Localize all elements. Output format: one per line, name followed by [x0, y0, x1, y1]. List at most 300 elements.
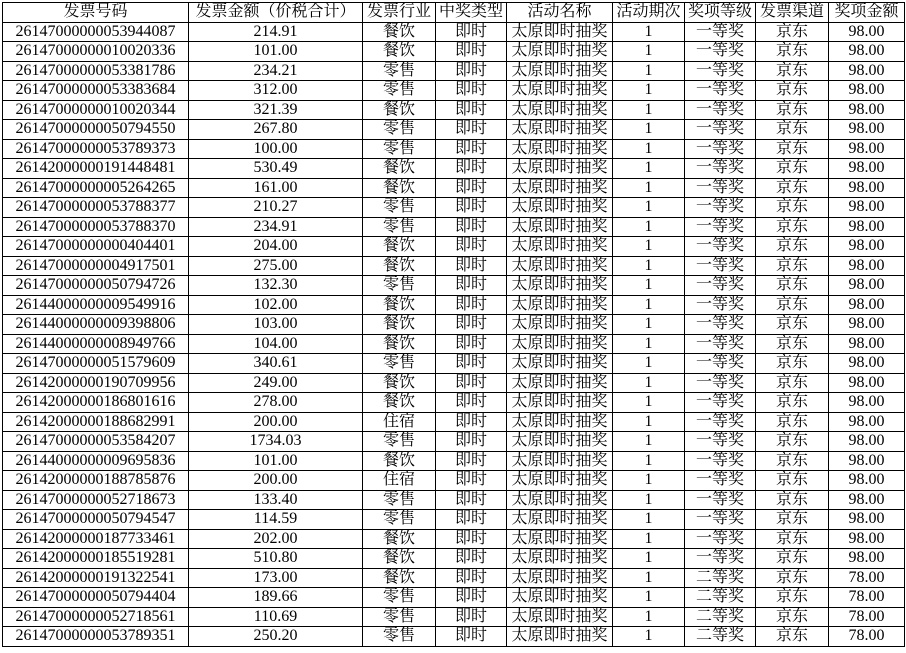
activity-name-cell: 太原即时抽奖: [507, 42, 613, 62]
invoice-number-cell: 26147000000053383684: [3, 81, 189, 101]
prize-level-cell: 一等奖: [685, 178, 756, 198]
invoice-number-cell: 26147000000053788370: [3, 217, 189, 237]
invoice-channel-cell: 京东: [756, 354, 829, 374]
prize-amount-cell: 98.00: [829, 412, 905, 432]
activity-period-cell: 1: [613, 490, 685, 510]
invoice-channel-cell: 京东: [756, 627, 829, 647]
prize-amount-cell: 98.00: [829, 61, 905, 81]
activity-name-cell: 太原即时抽奖: [507, 276, 613, 296]
prize-level-cell: 一等奖: [685, 510, 756, 530]
invoice-number-cell: 26147000000053789351: [3, 627, 189, 647]
prize-amount-cell: 98.00: [829, 217, 905, 237]
invoice-number-cell: 26147000000010020336: [3, 42, 189, 62]
activity-period-cell: 1: [613, 588, 685, 608]
invoice-industry-cell: 零售: [363, 490, 436, 510]
prize-type-cell: 即时: [436, 42, 507, 62]
activity-name-cell: 太原即时抽奖: [507, 529, 613, 549]
prize-level-cell: 一等奖: [685, 432, 756, 452]
prize-type-cell: 即时: [436, 607, 507, 627]
prize-type-cell: 即时: [436, 510, 507, 530]
invoice-amount-cell: 202.00: [189, 529, 363, 549]
activity-name-cell: 太原即时抽奖: [507, 373, 613, 393]
activity-name-cell: 太原即时抽奖: [507, 81, 613, 101]
invoice-number-cell: 26142000000191322541: [3, 568, 189, 588]
activity-name-cell: 太原即时抽奖: [507, 295, 613, 315]
prize-amount-cell: 98.00: [829, 510, 905, 530]
invoice-channel-cell: 京东: [756, 120, 829, 140]
prize-level-cell: 一等奖: [685, 22, 756, 42]
activity-period-cell: 1: [613, 178, 685, 198]
prize-level-cell: 一等奖: [685, 42, 756, 62]
activity-period-cell: 1: [613, 432, 685, 452]
prize-amount-cell: 98.00: [829, 295, 905, 315]
activity-name-cell: 太原即时抽奖: [507, 22, 613, 42]
header-prize-level: 奖项等级: [685, 3, 756, 23]
invoice-number-cell: 26144000000009549916: [3, 295, 189, 315]
activity-name-cell: 太原即时抽奖: [507, 217, 613, 237]
activity-period-cell: 1: [613, 61, 685, 81]
invoice-channel-cell: 京东: [756, 334, 829, 354]
invoice-number-cell: 26147000000052718673: [3, 490, 189, 510]
prize-type-cell: 即时: [436, 100, 507, 120]
invoice-number-cell: 26142000000185519281: [3, 549, 189, 569]
invoice-industry-cell: 零售: [363, 432, 436, 452]
invoice-industry-cell: 餐饮: [363, 256, 436, 276]
invoice-industry-cell: 餐饮: [363, 315, 436, 335]
prize-type-cell: 即时: [436, 529, 507, 549]
activity-name-cell: 太原即时抽奖: [507, 159, 613, 179]
table-row: [3, 588, 905, 608]
invoice-amount-cell: 132.30: [189, 276, 363, 296]
header-invoice-amount: 发票金额（价税合计）: [189, 3, 363, 23]
invoice-number-cell: 26142000000187733461: [3, 529, 189, 549]
invoice-channel-cell: 京东: [756, 412, 829, 432]
prize-type-cell: 即时: [436, 432, 507, 452]
invoice-channel-cell: 京东: [756, 451, 829, 471]
prize-amount-cell: 78.00: [829, 588, 905, 608]
activity-period-cell: 1: [613, 607, 685, 627]
activity-name-cell: 太原即时抽奖: [507, 139, 613, 159]
invoice-channel-cell: 京东: [756, 198, 829, 218]
invoice-channel-cell: 京东: [756, 100, 829, 120]
prize-level-cell: 二等奖: [685, 588, 756, 608]
table-row: [3, 139, 905, 159]
prize-amount-cell: 98.00: [829, 451, 905, 471]
invoice-channel-cell: 京东: [756, 549, 829, 569]
prize-level-cell: 二等奖: [685, 627, 756, 647]
table-row: [3, 276, 905, 296]
table-row: [3, 529, 905, 549]
table-row: [3, 354, 905, 374]
prize-level-cell: 一等奖: [685, 549, 756, 569]
invoice-number-cell: 26142000000191448481: [3, 159, 189, 179]
invoice-amount-cell: 1734.03: [189, 432, 363, 452]
table-row: [3, 295, 905, 315]
prize-level-cell: 一等奖: [685, 393, 756, 413]
prize-level-cell: 二等奖: [685, 568, 756, 588]
prize-type-cell: 即时: [436, 217, 507, 237]
invoice-number-cell: 26142000000188785876: [3, 471, 189, 491]
activity-name-cell: 太原即时抽奖: [507, 334, 613, 354]
invoice-industry-cell: 餐饮: [363, 393, 436, 413]
prize-amount-cell: 98.00: [829, 490, 905, 510]
prize-amount-cell: 98.00: [829, 81, 905, 101]
invoice-amount-cell: 340.61: [189, 354, 363, 374]
invoice-amount-cell: 102.00: [189, 295, 363, 315]
activity-name-cell: 太原即时抽奖: [507, 178, 613, 198]
activity-name-cell: 太原即时抽奖: [507, 588, 613, 608]
invoice-channel-cell: 京东: [756, 490, 829, 510]
invoice-number-cell: 26144000000009398806: [3, 315, 189, 335]
table-row: [3, 373, 905, 393]
activity-name-cell: 太原即时抽奖: [507, 120, 613, 140]
activity-name-cell: 太原即时抽奖: [507, 549, 613, 569]
table-row: [3, 471, 905, 491]
invoice-number-cell: 26147000000050794550: [3, 120, 189, 140]
invoice-number-cell: 26147000000053381786: [3, 61, 189, 81]
invoice-channel-cell: 京东: [756, 237, 829, 257]
table-row: [3, 607, 905, 627]
prize-amount-cell: 98.00: [829, 334, 905, 354]
prize-type-cell: 即时: [436, 237, 507, 257]
invoice-amount-cell: 204.00: [189, 237, 363, 257]
invoice-industry-cell: 零售: [363, 607, 436, 627]
prize-level-cell: 一等奖: [685, 373, 756, 393]
invoice-number-cell: 26147000000051579609: [3, 354, 189, 374]
invoice-amount-cell: 267.80: [189, 120, 363, 140]
activity-period-cell: 1: [613, 529, 685, 549]
prize-level-cell: 一等奖: [685, 354, 756, 374]
invoice-industry-cell: 餐饮: [363, 568, 436, 588]
invoice-channel-cell: 京东: [756, 588, 829, 608]
activity-period-cell: 1: [613, 451, 685, 471]
prize-type-cell: 即时: [436, 178, 507, 198]
invoice-amount-cell: 110.69: [189, 607, 363, 627]
activity-period-cell: 1: [613, 42, 685, 62]
prize-type-cell: 即时: [436, 412, 507, 432]
table-row: [3, 490, 905, 510]
prize-level-cell: 一等奖: [685, 276, 756, 296]
invoice-number-cell: 26147000000050794404: [3, 588, 189, 608]
invoice-number-cell: 26147000000053944087: [3, 22, 189, 42]
invoice-industry-cell: 零售: [363, 61, 436, 81]
activity-period-cell: 1: [613, 276, 685, 296]
activity-period-cell: 1: [613, 471, 685, 491]
activity-period-cell: 1: [613, 334, 685, 354]
invoice-channel-cell: 京东: [756, 178, 829, 198]
prize-level-cell: 一等奖: [685, 217, 756, 237]
prize-type-cell: 即时: [436, 120, 507, 140]
activity-name-cell: 太原即时抽奖: [507, 354, 613, 374]
invoice-industry-cell: 住宿: [363, 412, 436, 432]
invoice-amount-cell: 103.00: [189, 315, 363, 335]
prize-level-cell: 一等奖: [685, 315, 756, 335]
table-row: [3, 81, 905, 101]
invoice-channel-cell: 京东: [756, 139, 829, 159]
table-row: [3, 217, 905, 237]
invoice-amount-cell: 133.40: [189, 490, 363, 510]
prize-type-cell: 即时: [436, 627, 507, 647]
invoice-amount-cell: 101.00: [189, 42, 363, 62]
invoice-industry-cell: 零售: [363, 627, 436, 647]
invoice-industry-cell: 餐饮: [363, 178, 436, 198]
table-row: [3, 510, 905, 530]
activity-name-cell: 太原即时抽奖: [507, 393, 613, 413]
activity-period-cell: 1: [613, 217, 685, 237]
table-row: [3, 451, 905, 471]
invoice-channel-cell: 京东: [756, 22, 829, 42]
invoice-amount-cell: 101.00: [189, 451, 363, 471]
invoice-amount-cell: 250.20: [189, 627, 363, 647]
prize-type-cell: 即时: [436, 334, 507, 354]
invoice-number-cell: 26144000000009695836: [3, 451, 189, 471]
activity-period-cell: 1: [613, 412, 685, 432]
prize-type-cell: 即时: [436, 549, 507, 569]
prize-type-cell: 即时: [436, 393, 507, 413]
invoice-industry-cell: 零售: [363, 120, 436, 140]
prize-amount-cell: 78.00: [829, 607, 905, 627]
prize-amount-cell: 98.00: [829, 373, 905, 393]
activity-period-cell: 1: [613, 315, 685, 335]
invoice-channel-cell: 京东: [756, 276, 829, 296]
prize-type-cell: 即时: [436, 276, 507, 296]
prize-amount-cell: 98.00: [829, 315, 905, 335]
invoice-amount-cell: 234.91: [189, 217, 363, 237]
prize-amount-cell: 98.00: [829, 100, 905, 120]
invoice-amount-cell: 278.00: [189, 393, 363, 413]
activity-period-cell: 1: [613, 295, 685, 315]
prize-type-cell: 即时: [436, 256, 507, 276]
activity-name-cell: 太原即时抽奖: [507, 315, 613, 335]
prize-amount-cell: 98.00: [829, 529, 905, 549]
invoice-number-cell: 26147000000004917501: [3, 256, 189, 276]
prize-type-cell: 即时: [436, 159, 507, 179]
invoice-amount-cell: 189.66: [189, 588, 363, 608]
prize-level-cell: 一等奖: [685, 198, 756, 218]
table-row: [3, 549, 905, 569]
activity-period-cell: 1: [613, 373, 685, 393]
prize-type-cell: 即时: [436, 471, 507, 491]
prize-level-cell: 一等奖: [685, 334, 756, 354]
invoice-amount-cell: 510.80: [189, 549, 363, 569]
table-row: [3, 178, 905, 198]
prize-amount-cell: 98.00: [829, 42, 905, 62]
invoice-amount-cell: 234.21: [189, 61, 363, 81]
prize-type-cell: 即时: [436, 139, 507, 159]
invoice-industry-cell: 零售: [363, 81, 436, 101]
activity-period-cell: 1: [613, 510, 685, 530]
header-prize-type: 中奖类型: [436, 3, 507, 23]
invoice-amount-cell: 161.00: [189, 178, 363, 198]
prize-amount-cell: 98.00: [829, 276, 905, 296]
prize-amount-cell: 98.00: [829, 432, 905, 452]
invoice-number-cell: 26147000000050794547: [3, 510, 189, 530]
prize-amount-cell: 98.00: [829, 256, 905, 276]
prize-amount-cell: 98.00: [829, 120, 905, 140]
invoice-number-cell: 26142000000190709956: [3, 373, 189, 393]
activity-period-cell: 1: [613, 568, 685, 588]
invoice-channel-cell: 京东: [756, 256, 829, 276]
table-row: [3, 334, 905, 354]
prize-type-cell: 即时: [436, 315, 507, 335]
invoice-industry-cell: 餐饮: [363, 42, 436, 62]
invoice-industry-cell: 零售: [363, 510, 436, 530]
invoice-amount-cell: 100.00: [189, 139, 363, 159]
invoice-channel-cell: 京东: [756, 529, 829, 549]
prize-level-cell: 一等奖: [685, 61, 756, 81]
header-invoice-number: 发票号码: [3, 3, 189, 23]
invoice-industry-cell: 零售: [363, 276, 436, 296]
prize-type-cell: 即时: [436, 81, 507, 101]
activity-period-cell: 1: [613, 354, 685, 374]
prize-level-cell: 二等奖: [685, 607, 756, 627]
activity-period-cell: 1: [613, 256, 685, 276]
invoice-amount-cell: 210.27: [189, 198, 363, 218]
invoice-number-cell: 26147000000052718561: [3, 607, 189, 627]
prize-amount-cell: 98.00: [829, 471, 905, 491]
activity-name-cell: 太原即时抽奖: [507, 607, 613, 627]
activity-name-cell: 太原即时抽奖: [507, 432, 613, 452]
prize-amount-cell: 98.00: [829, 549, 905, 569]
activity-period-cell: 1: [613, 139, 685, 159]
invoice-channel-cell: 京东: [756, 471, 829, 491]
activity-period-cell: 1: [613, 100, 685, 120]
prize-level-cell: 一等奖: [685, 120, 756, 140]
activity-name-cell: 太原即时抽奖: [507, 627, 613, 647]
invoice-industry-cell: 零售: [363, 139, 436, 159]
invoice-industry-cell: 零售: [363, 354, 436, 374]
prize-level-cell: 一等奖: [685, 256, 756, 276]
invoice-industry-cell: 餐饮: [363, 529, 436, 549]
invoice-amount-cell: 530.49: [189, 159, 363, 179]
invoice-number-cell: 26147000000053789373: [3, 139, 189, 159]
table-row: [3, 412, 905, 432]
invoice-amount-cell: 312.00: [189, 81, 363, 101]
invoice-channel-cell: 京东: [756, 217, 829, 237]
invoice-channel-cell: 京东: [756, 295, 829, 315]
prize-level-cell: 一等奖: [685, 81, 756, 101]
invoice-channel-cell: 京东: [756, 159, 829, 179]
prize-type-cell: 即时: [436, 373, 507, 393]
table-row: [3, 315, 905, 335]
invoice-channel-cell: 京东: [756, 607, 829, 627]
invoice-industry-cell: 住宿: [363, 471, 436, 491]
invoice-industry-cell: 餐饮: [363, 295, 436, 315]
table-row: [3, 627, 905, 647]
invoice-amount-cell: 249.00: [189, 373, 363, 393]
invoice-industry-cell: 零售: [363, 588, 436, 608]
table-body: [3, 22, 905, 646]
prize-type-cell: 即时: [436, 451, 507, 471]
prize-amount-cell: 78.00: [829, 568, 905, 588]
prize-type-cell: 即时: [436, 198, 507, 218]
activity-period-cell: 1: [613, 549, 685, 569]
table-row: [3, 432, 905, 452]
activity-period-cell: 1: [613, 81, 685, 101]
prize-amount-cell: 98.00: [829, 139, 905, 159]
activity-period-cell: 1: [613, 198, 685, 218]
invoice-amount-cell: 200.00: [189, 412, 363, 432]
prize-level-cell: 一等奖: [685, 295, 756, 315]
invoice-amount-cell: 275.00: [189, 256, 363, 276]
table-row: [3, 198, 905, 218]
invoice-channel-cell: 京东: [756, 432, 829, 452]
activity-period-cell: 1: [613, 159, 685, 179]
invoice-amount-cell: 173.00: [189, 568, 363, 588]
prize-level-cell: 一等奖: [685, 490, 756, 510]
invoice-industry-cell: 零售: [363, 217, 436, 237]
prize-amount-cell: 98.00: [829, 178, 905, 198]
header-prize-amount: 奖项金额: [829, 3, 905, 23]
activity-period-cell: 1: [613, 627, 685, 647]
table-row: [3, 568, 905, 588]
table-row: [3, 42, 905, 62]
invoice-industry-cell: 餐饮: [363, 451, 436, 471]
prize-type-cell: 即时: [436, 354, 507, 374]
prize-amount-cell: 98.00: [829, 159, 905, 179]
activity-name-cell: 太原即时抽奖: [507, 100, 613, 120]
activity-name-cell: 太原即时抽奖: [507, 490, 613, 510]
activity-name-cell: 太原即时抽奖: [507, 510, 613, 530]
invoice-industry-cell: 餐饮: [363, 22, 436, 42]
invoice-channel-cell: 京东: [756, 568, 829, 588]
activity-name-cell: 太原即时抽奖: [507, 412, 613, 432]
table-row: [3, 256, 905, 276]
prize-level-cell: 一等奖: [685, 159, 756, 179]
activity-name-cell: 太原即时抽奖: [507, 568, 613, 588]
header-activity-period: 活动期次: [613, 3, 685, 23]
prize-amount-cell: 78.00: [829, 627, 905, 647]
invoice-amount-cell: 200.00: [189, 471, 363, 491]
header-activity-name: 活动名称: [507, 3, 613, 23]
table-row: [3, 61, 905, 81]
prize-level-cell: 一等奖: [685, 237, 756, 257]
invoice-number-cell: 26142000000188682991: [3, 412, 189, 432]
prize-level-cell: 一等奖: [685, 529, 756, 549]
invoice-channel-cell: 京东: [756, 81, 829, 101]
prize-level-cell: 一等奖: [685, 139, 756, 159]
invoice-industry-cell: 餐饮: [363, 549, 436, 569]
invoice-channel-cell: 京东: [756, 393, 829, 413]
prize-amount-cell: 98.00: [829, 354, 905, 374]
table-header-row: [3, 3, 905, 23]
invoice-number-cell: 26147000000053584207: [3, 432, 189, 452]
prize-level-cell: 一等奖: [685, 451, 756, 471]
activity-name-cell: 太原即时抽奖: [507, 471, 613, 491]
invoice-channel-cell: 京东: [756, 315, 829, 335]
invoice-channel-cell: 京东: [756, 42, 829, 62]
table-row: [3, 237, 905, 257]
invoice-channel-cell: 京东: [756, 510, 829, 530]
activity-name-cell: 太原即时抽奖: [507, 256, 613, 276]
invoice-industry-cell: 餐饮: [363, 334, 436, 354]
activity-period-cell: 1: [613, 22, 685, 42]
activity-name-cell: 太原即时抽奖: [507, 61, 613, 81]
table-row: [3, 120, 905, 140]
invoice-industry-cell: 餐饮: [363, 237, 436, 257]
prize-type-cell: 即时: [436, 61, 507, 81]
invoice-channel-cell: 京东: [756, 61, 829, 81]
activity-name-cell: 太原即时抽奖: [507, 237, 613, 257]
prize-level-cell: 一等奖: [685, 412, 756, 432]
prize-level-cell: 一等奖: [685, 471, 756, 491]
invoice-number-cell: 26142000000186801616: [3, 393, 189, 413]
prize-level-cell: 一等奖: [685, 100, 756, 120]
invoice-amount-cell: 214.91: [189, 22, 363, 42]
invoice-amount-cell: 321.39: [189, 100, 363, 120]
invoice-industry-cell: 零售: [363, 198, 436, 218]
prize-amount-cell: 98.00: [829, 393, 905, 413]
